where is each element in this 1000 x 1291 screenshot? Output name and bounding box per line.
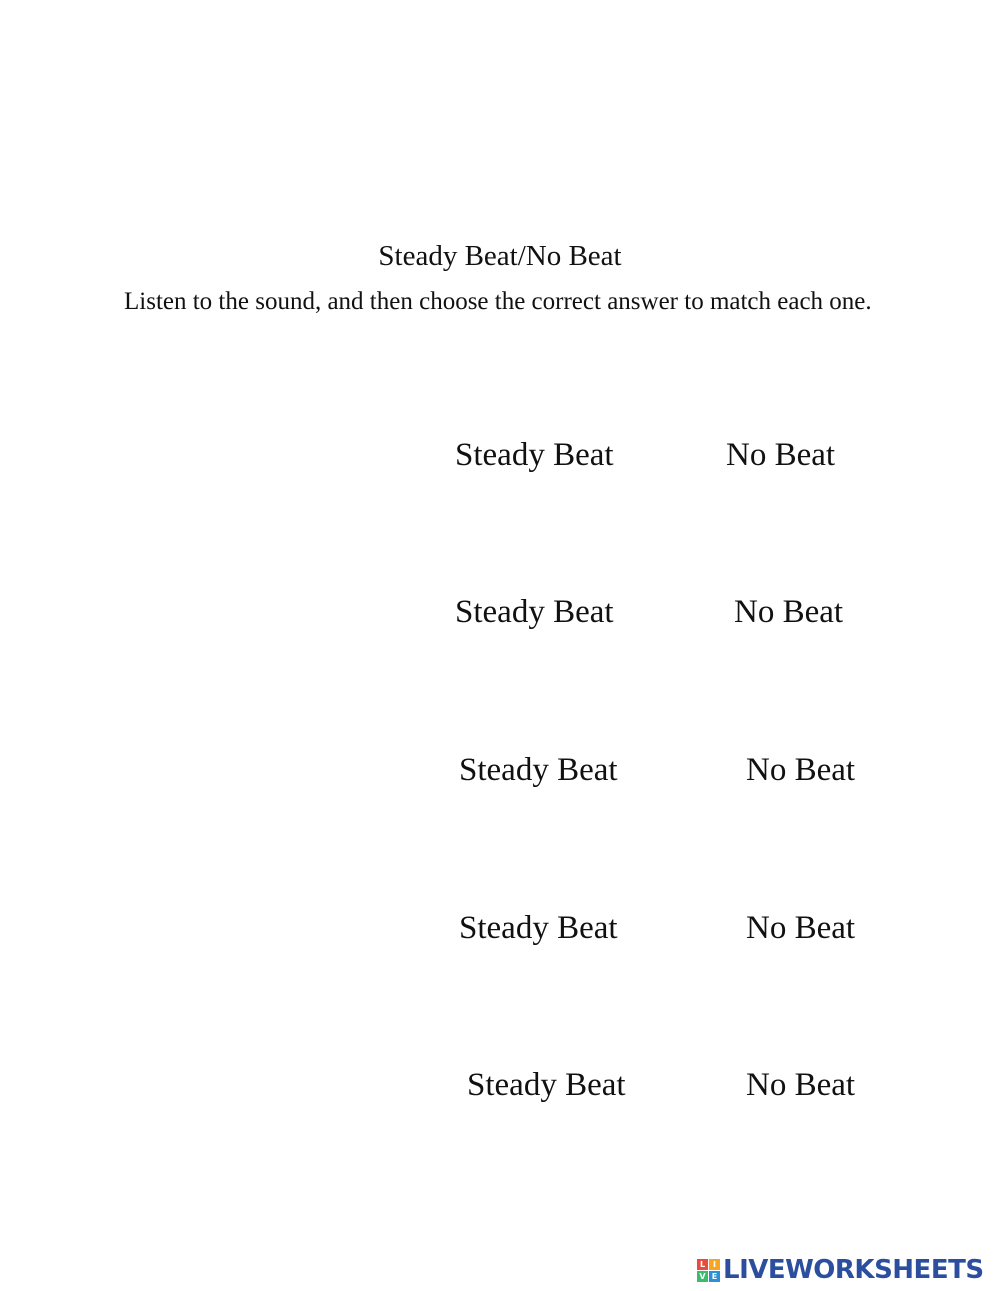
logo-wordmark: LIVEWORKSHEETS [723, 1255, 984, 1285]
no-beat-option-4[interactable]: No Beat [746, 910, 856, 946]
no-beat-option-1[interactable]: No Beat [726, 437, 836, 473]
steady-beat-option-5[interactable]: Steady Beat [467, 1067, 626, 1103]
logo-letter-v: V [697, 1271, 708, 1282]
steady-beat-option-4[interactable]: Steady Beat [459, 910, 618, 946]
liveworksheets-logo [697, 1254, 984, 1286]
no-beat-option-2[interactable]: No Beat [734, 594, 844, 630]
steady-beat-option-3[interactable]: Steady Beat [459, 752, 618, 788]
steady-beat-option-2[interactable]: Steady Beat [455, 594, 614, 630]
live-logo-icon [697, 1259, 720, 1282]
logo-letter-e: E [709, 1271, 720, 1282]
worksheet-title: Steady Beat/No Beat [378, 240, 622, 272]
logo-letter-i: I [709, 1259, 720, 1270]
no-beat-option-5[interactable]: No Beat [746, 1067, 856, 1103]
logo-letter-l: L [697, 1259, 708, 1270]
instructions-text: Listen to the sound, and then choose the correct answer to match each one. [124, 288, 872, 315]
steady-beat-option-1[interactable]: Steady Beat [455, 437, 614, 473]
no-beat-option-3[interactable]: No Beat [746, 752, 856, 788]
